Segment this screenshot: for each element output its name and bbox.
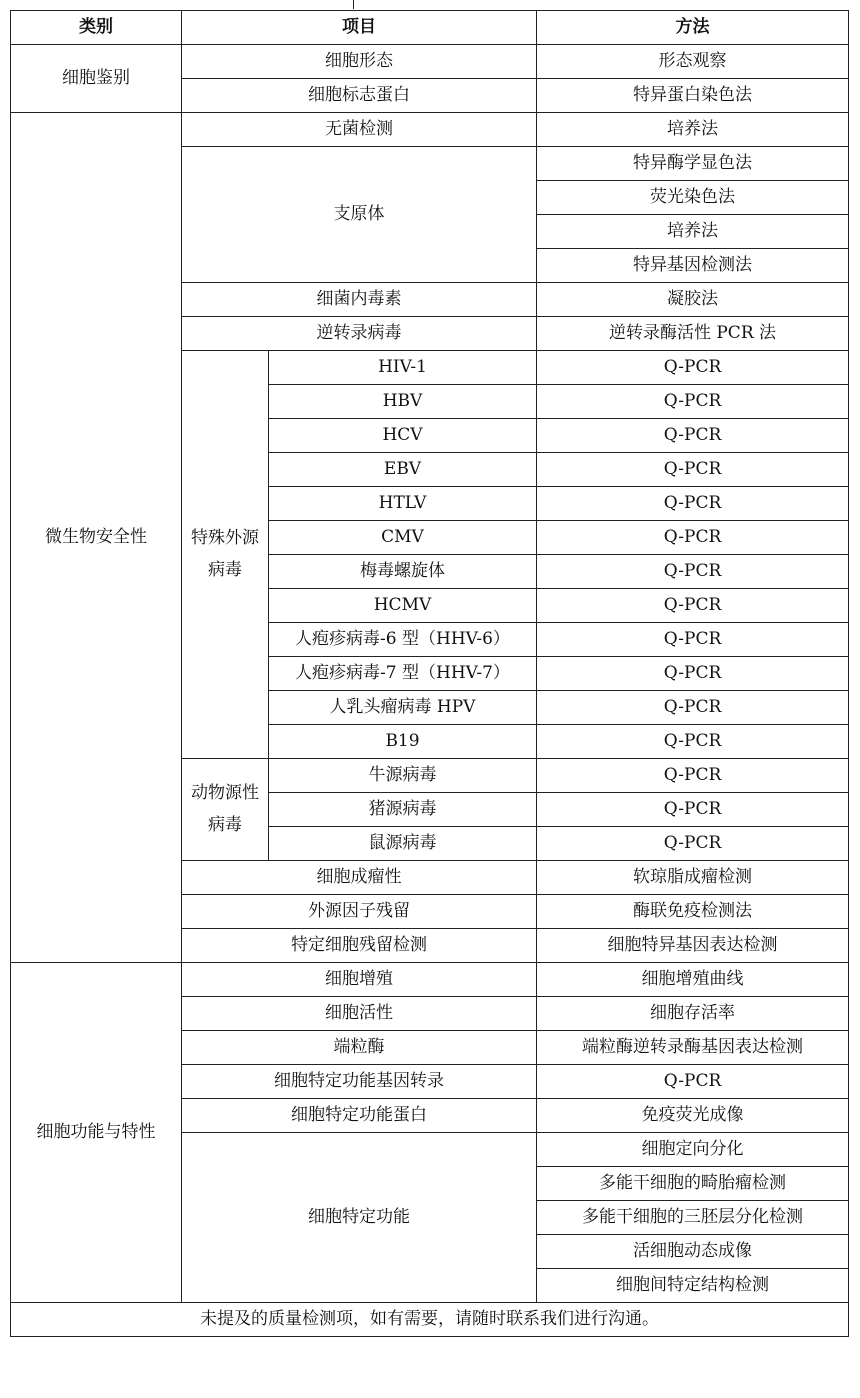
item-cell: HCV: [269, 419, 537, 453]
item-cell: 梅毒螺旋体: [269, 555, 537, 589]
method-cell: Q-PCR: [537, 419, 849, 453]
item-cell: 细胞活性: [182, 997, 537, 1031]
item-cell: 细胞特定功能基因转录: [182, 1065, 537, 1099]
method-cell: Q-PCR: [537, 589, 849, 623]
method-cell: 特异基因检测法: [537, 249, 849, 283]
method-cell: 细胞增殖曲线: [537, 963, 849, 997]
method-cell: Q-PCR: [537, 521, 849, 555]
method-cell: 多能干细胞的畸胎瘤检测: [537, 1167, 849, 1201]
item-cell: 无菌检测: [182, 113, 537, 147]
item-cell: CMV: [269, 521, 537, 555]
header-method: 方法: [537, 11, 849, 45]
method-cell: Q-PCR: [537, 1065, 849, 1099]
method-cell: Q-PCR: [537, 351, 849, 385]
item-cell: HTLV: [269, 487, 537, 521]
item-cell: 人乳头瘤病毒 HPV: [269, 691, 537, 725]
method-cell: 培养法: [537, 215, 849, 249]
method-cell: Q-PCR: [537, 691, 849, 725]
method-cell: Q-PCR: [537, 487, 849, 521]
method-cell: 细胞存活率: [537, 997, 849, 1031]
subgroup-cell: 动物源性病毒: [182, 759, 269, 861]
header-category: 类别: [11, 11, 182, 45]
method-cell: Q-PCR: [537, 827, 849, 861]
item-cell: 猪源病毒: [269, 793, 537, 827]
method-cell: Q-PCR: [537, 725, 849, 759]
item-cell: HCMV: [269, 589, 537, 623]
method-cell: Q-PCR: [537, 793, 849, 827]
method-cell: Q-PCR: [537, 623, 849, 657]
method-cell: 培养法: [537, 113, 849, 147]
subgroup-cell: 特殊外源病毒: [182, 351, 269, 759]
item-cell: 支原体: [182, 147, 537, 283]
method-cell: Q-PCR: [537, 453, 849, 487]
item-cell: 细胞形态: [182, 45, 537, 79]
item-cell: HIV-1: [269, 351, 537, 385]
table-row: [11, 963, 849, 997]
item-cell: HBV: [269, 385, 537, 419]
quality-test-table: [10, 10, 849, 1337]
method-cell: 细胞特异基因表达检测: [537, 929, 849, 963]
item-cell: 细胞增殖: [182, 963, 537, 997]
method-cell: 软琼脂成瘤检测: [537, 861, 849, 895]
method-cell: 逆转录酶活性 PCR 法: [537, 317, 849, 351]
footer-row: [11, 1303, 849, 1337]
method-cell: Q-PCR: [537, 657, 849, 691]
table-row: [11, 45, 849, 79]
item-cell: 牛源病毒: [269, 759, 537, 793]
item-cell: 特定细胞残留检测: [182, 929, 537, 963]
method-cell: 细胞间特定结构检测: [537, 1269, 849, 1303]
item-cell: 细菌内毒素: [182, 283, 537, 317]
method-cell: 酶联免疫检测法: [537, 895, 849, 929]
item-cell: 逆转录病毒: [182, 317, 537, 351]
method-cell: 端粒酶逆转录酶基因表达检测: [537, 1031, 849, 1065]
item-cell: 外源因子残留: [182, 895, 537, 929]
table-row: [11, 113, 849, 147]
item-cell: 细胞标志蛋白: [182, 79, 537, 113]
category-cell: 微生物安全性: [11, 113, 182, 963]
header-item: 项目: [182, 11, 537, 45]
item-cell: 细胞特定功能蛋白: [182, 1099, 537, 1133]
method-cell: 活细胞动态成像: [537, 1235, 849, 1269]
method-cell: Q-PCR: [537, 385, 849, 419]
method-cell: 荧光染色法: [537, 181, 849, 215]
item-cell: 人疱疹病毒-6 型（HHV-6）: [269, 623, 537, 657]
item-cell: 细胞特定功能: [182, 1133, 537, 1303]
item-cell: 端粒酶: [182, 1031, 537, 1065]
method-cell: 特异蛋白染色法: [537, 79, 849, 113]
item-cell: EBV: [269, 453, 537, 487]
item-cell: B19: [269, 725, 537, 759]
category-cell: 细胞功能与特性: [11, 963, 182, 1303]
method-cell: 细胞定向分化: [537, 1133, 849, 1167]
category-cell: 细胞鉴别: [11, 45, 182, 113]
item-cell: 细胞成瘤性: [182, 861, 537, 895]
header-row: [11, 11, 849, 45]
method-cell: 形态观察: [537, 45, 849, 79]
method-cell: Q-PCR: [537, 555, 849, 589]
method-cell: 免疫荧光成像: [537, 1099, 849, 1133]
method-cell: 凝胶法: [537, 283, 849, 317]
method-cell: 多能干细胞的三胚层分化检测: [537, 1201, 849, 1235]
method-cell: Q-PCR: [537, 759, 849, 793]
top-edge-mark: [353, 0, 354, 9]
item-cell: 人疱疹病毒-7 型（HHV-7）: [269, 657, 537, 691]
footer-note: 未提及的质量检测项，如有需要，请随时联系我们进行沟通。: [11, 1303, 849, 1337]
item-cell: 鼠源病毒: [269, 827, 537, 861]
method-cell: 特异酶学显色法: [537, 147, 849, 181]
